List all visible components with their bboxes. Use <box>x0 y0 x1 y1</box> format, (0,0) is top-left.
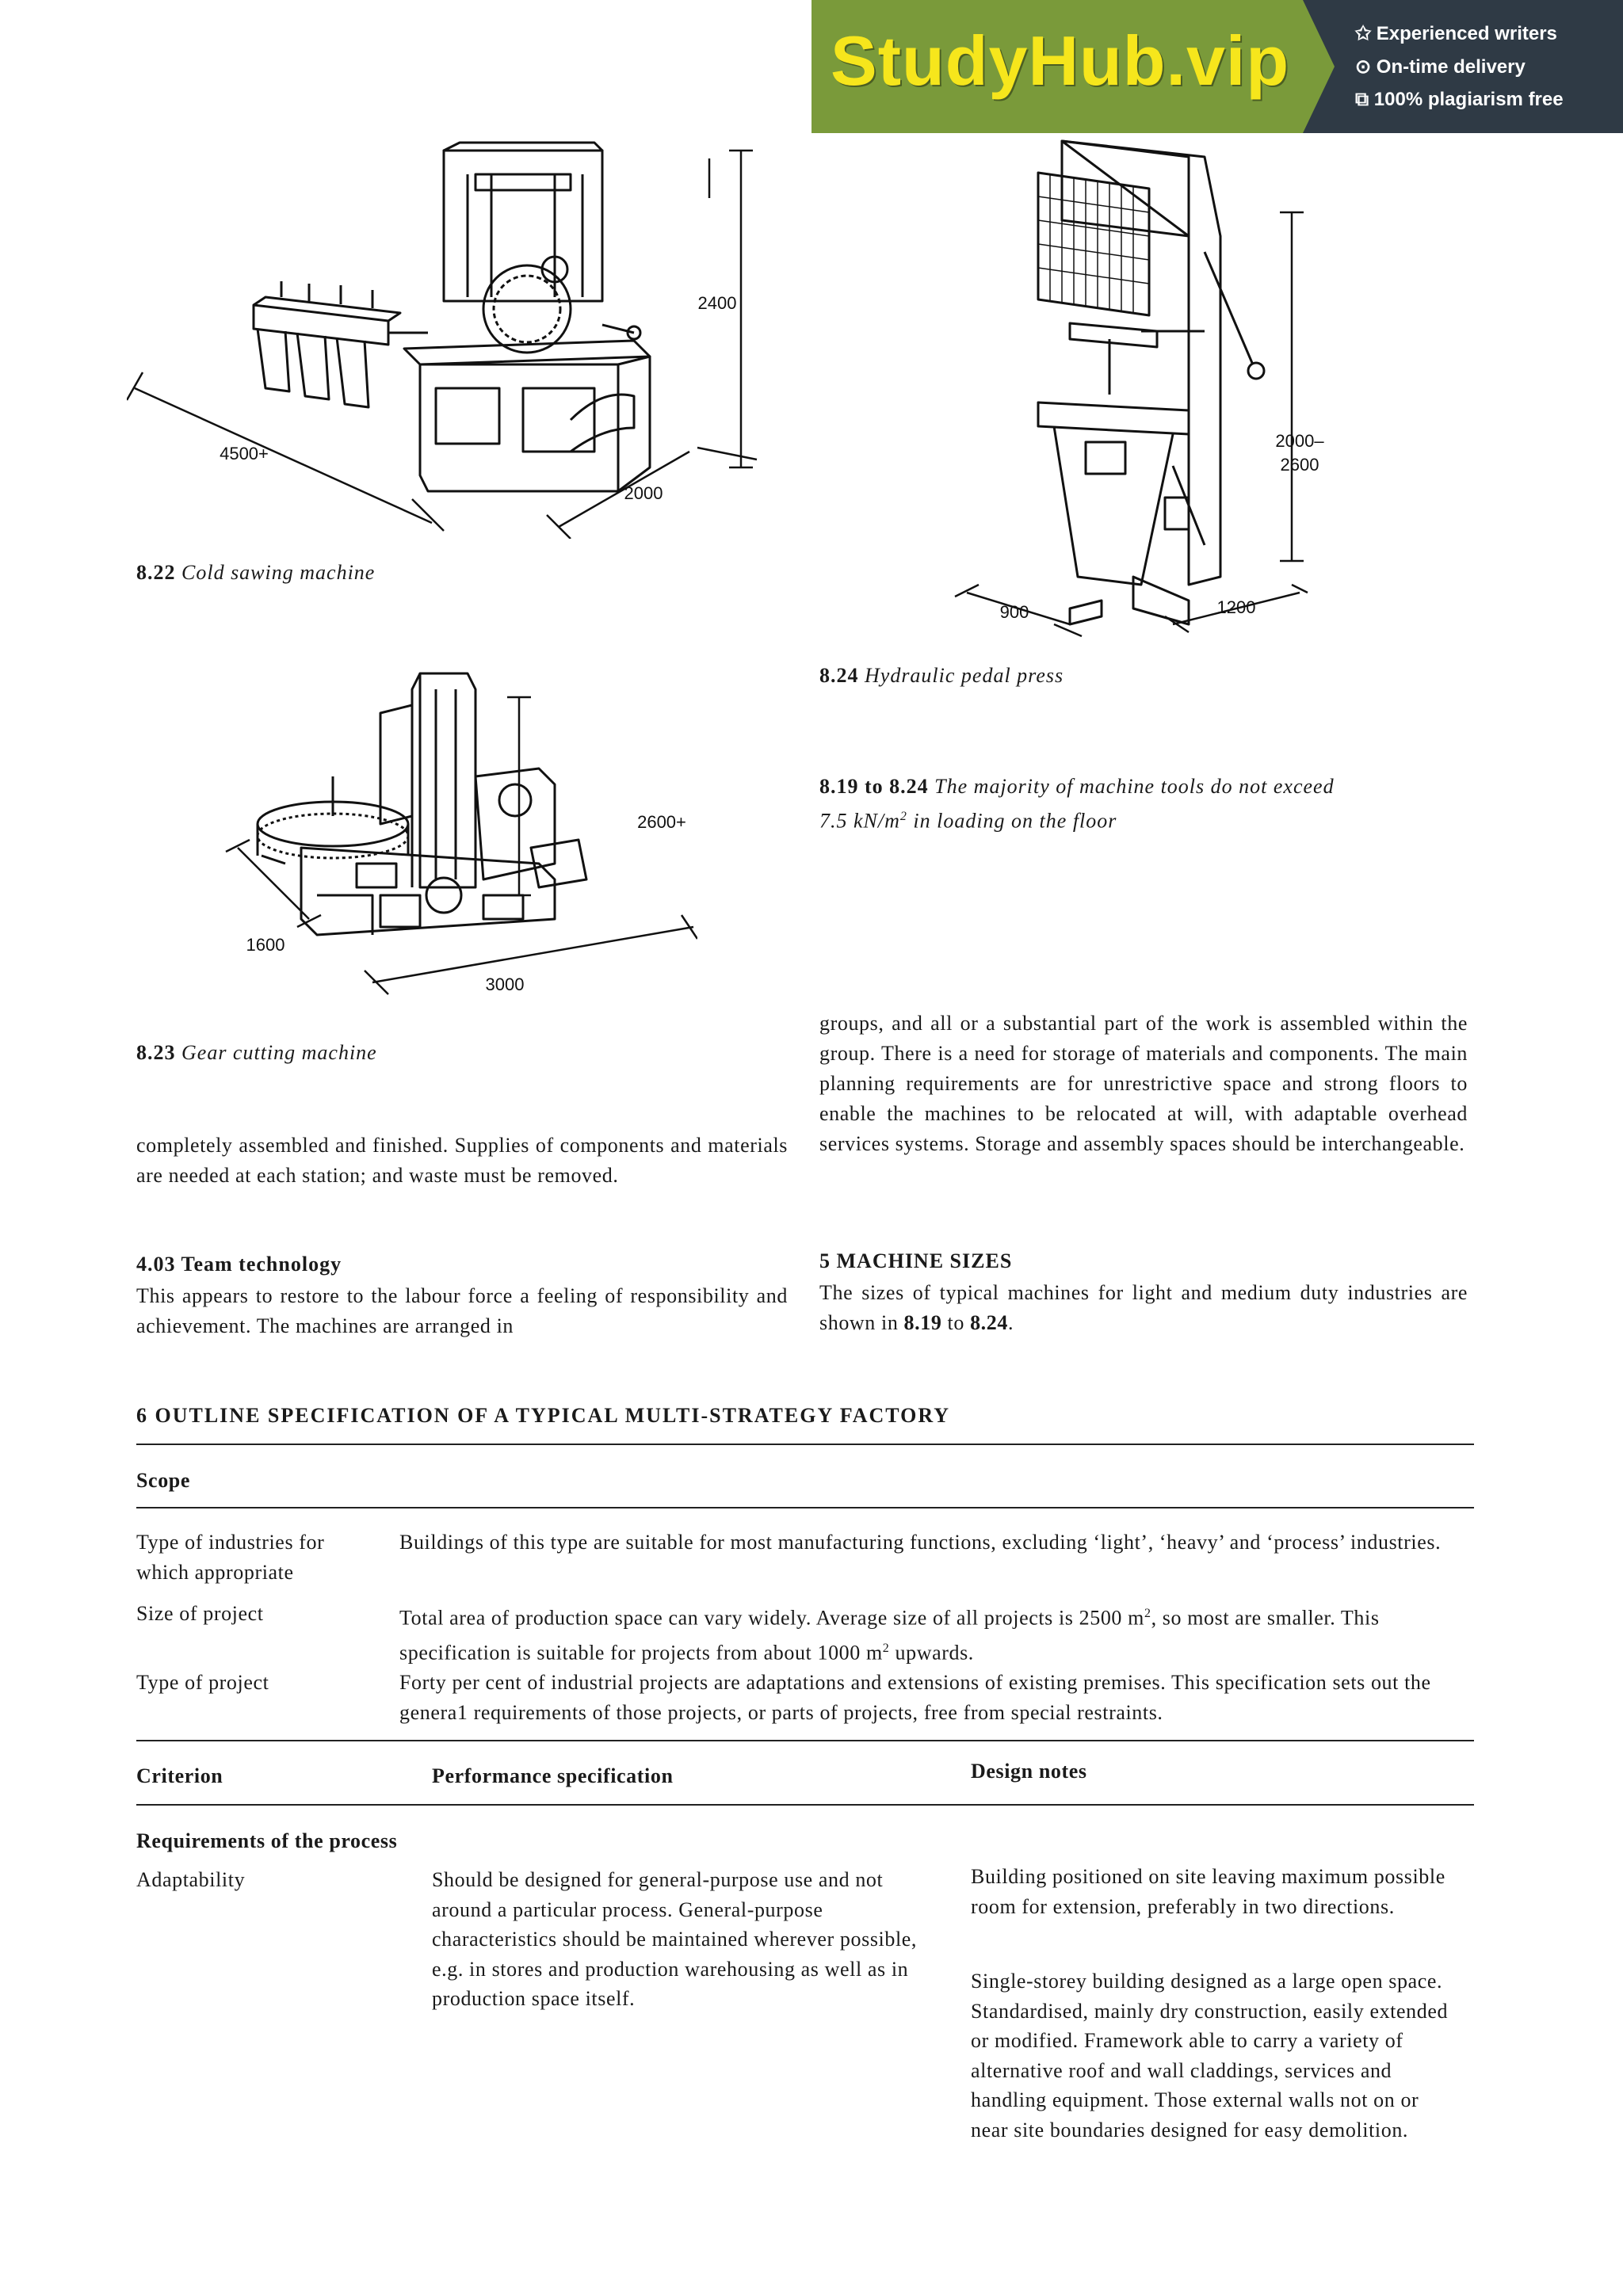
fig-ref-8-19: 8.19 <box>903 1311 942 1334</box>
caption-figs-8-19-to-8-24 <box>819 772 1335 837</box>
fig-range-sup: 2 <box>899 810 907 823</box>
dim-depth-900: 900 <box>999 602 1029 622</box>
fig-number: 8.24 <box>819 664 859 687</box>
text: to <box>941 1311 971 1334</box>
design-notes-adaptability-2: Single-storey building designed as a large open space. Standardised, mainly dry construction, easily extended or modified. Framework able to carry a variety of alternative roof and wall claddings, services and handling equipment. Those external walls not on or near site boundaries designed for easy demolition. <box>971 1970 1449 2142</box>
fig-range-text-2: 7.5 kN/m <box>819 809 900 833</box>
text: , so most are smaller. This specification is suitable for projects from about 1000 m <box>399 1606 1380 1665</box>
dim-width-1200: 1200 <box>1216 597 1256 617</box>
heading-machine-sizes: 5 MACHINE SIZES <box>819 1249 1013 1272</box>
dim-length-3000: 3000 <box>485 974 525 994</box>
feature-experienced-writers: ✩ Experienced writers <box>1355 23 1557 44</box>
criterion-adaptability: Adaptability <box>136 1868 246 1891</box>
caption-fig-8-22 <box>136 561 375 585</box>
left-paragraph-team-technology: This appears to restore to the labour force a feeling of responsibility and achievement. The machines are arranged in <box>136 1284 788 1337</box>
text: The sizes of typical machines for light and medium duty industries are shown in <box>819 1281 1468 1334</box>
hydraulic-pedal-press-drawing <box>951 133 1331 648</box>
dim-height-2600: 2600+ <box>637 812 686 832</box>
studyhub-logo[interactable]: StudyHub.vip <box>831 21 1290 100</box>
fig-range: 8.19 to 8.24 <box>819 775 929 798</box>
scope-row-label: Type of industries for which appropriate <box>136 1531 325 1584</box>
fig-number: 8.22 <box>136 561 176 584</box>
fig-number: 8.23 <box>136 1041 176 1064</box>
rule <box>136 1740 1474 1741</box>
cold-sawing-machine-drawing <box>127 127 777 539</box>
studyhub-banner[interactable] <box>812 0 1623 133</box>
rule <box>136 1444 1474 1445</box>
superscript: 2 <box>882 1641 890 1655</box>
dim-height-2600: 2600 <box>1280 455 1319 475</box>
feature-on-time-delivery: ⊙ On-time delivery <box>1355 56 1526 78</box>
rule <box>136 1804 1474 1806</box>
col-header-design-notes: Design notes <box>971 1760 1087 1783</box>
heading-team-technology: 4.03 Team technology <box>136 1253 342 1276</box>
section-requirements-of-process: Requirements of the process <box>136 1829 398 1852</box>
spec-title: 6 OUTLINE SPECIFICATION OF A TYPICAL MULTI-STRATEGY FACTORY <box>136 1404 951 1427</box>
caption-fig-8-24 <box>819 664 1064 688</box>
performance-adaptability: Should be designed for general-purpose use and not around a particular process. General-purpose characteristics should be maintained wherever possible, e.g. in stores and production warehousing as well as in production space itself. <box>432 1868 918 2010</box>
text: Total area of production space can vary widely. Average size of all projects is 2500 m <box>399 1606 1144 1630</box>
dim-depth-1600: 1600 <box>246 935 285 955</box>
fig-title: Hydraulic pedal press <box>865 664 1064 687</box>
scope-row-label: Size of project <box>136 1602 264 1625</box>
dim-length-4500: 4500+ <box>220 444 269 463</box>
text: upwards. <box>889 1641 974 1665</box>
dim-height-2400: 2400 <box>697 293 737 313</box>
fig-range-text-1: The majority of machine tools do not exceed <box>934 775 1335 798</box>
fig-ref-8-24: 8.24 <box>970 1311 1008 1334</box>
rule <box>136 1507 1474 1508</box>
design-notes-adaptability-1: Building positioned on site leaving maximum possible room for extension, preferably in two directions. <box>971 1865 1445 1918</box>
gear-cutting-machine-drawing <box>222 658 697 1038</box>
dim-width-2000: 2000 <box>624 483 663 503</box>
scope-row-text <box>399 1599 1469 1668</box>
scope-label: Scope <box>136 1469 190 1492</box>
fig-range-text-3: in loading on the floor <box>907 809 1117 833</box>
feature-plagiarism-free: ⧉ 100% plagiarism free <box>1355 89 1564 110</box>
fig-title: Gear cutting machine <box>181 1041 377 1064</box>
superscript: 2 <box>1144 1607 1151 1620</box>
scope-row-label: Type of project <box>136 1671 269 1694</box>
scope-row-text: Forty per cent of industrial projects are adaptations and extensions of existing premises. This specification sets out the genera1 requirements of those projects, or parts of projects, free from special restraints. <box>399 1671 1431 1724</box>
dim-height-2000: 2000– <box>1275 431 1324 451</box>
right-paragraph-machine-sizes <box>819 1278 1468 1338</box>
col-header-performance: Performance specification <box>432 1764 674 1787</box>
right-paragraph-groups: groups, and all or a substantial part of the work is assembled within the group. There is a need for storage of materials and components. The main planning requirements are for unrestrictive space and strong floors to enable the machines to be relocated at will, with adaptable overhead services systems. Storage and assembly spaces should be interchangeable. <box>819 1012 1468 1155</box>
caption-fig-8-23 <box>136 1041 377 1065</box>
text: . <box>1007 1311 1014 1334</box>
scope-row-text: Buildings of this type are suitable for most manufacturing functions, excluding ‘light’, ‘heavy’ and ‘process’ industries. <box>399 1531 1442 1554</box>
col-header-criterion: Criterion <box>136 1764 223 1787</box>
left-paragraph-assembly: completely assembled and finished. Supplies of components and materials are needed at each station; and waste must be removed. <box>136 1134 788 1187</box>
fig-title: Cold sawing machine <box>181 561 376 584</box>
